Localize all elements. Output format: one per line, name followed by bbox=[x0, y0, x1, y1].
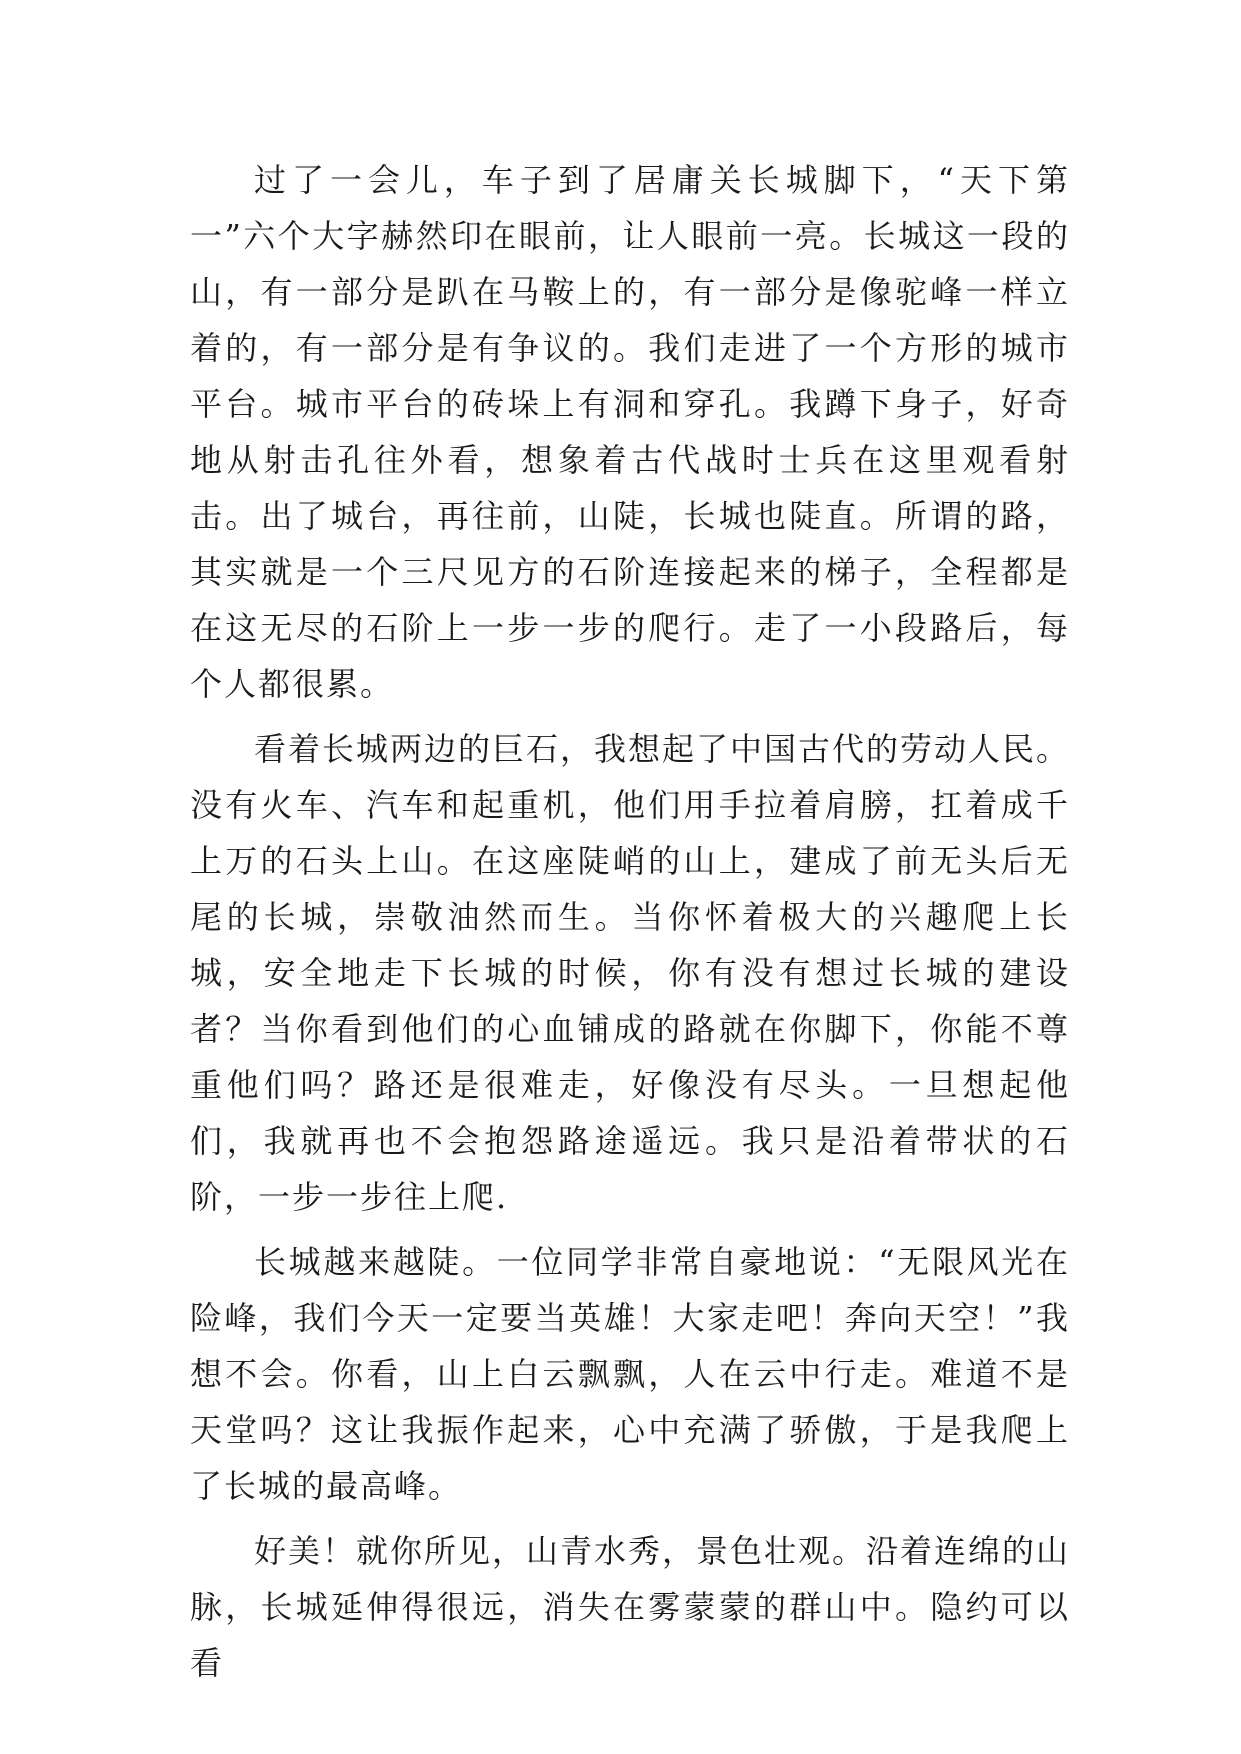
document-body bbox=[190, 152, 1070, 1700]
paragraph-3: 长城越来越陡。一位同学非常自豪地说：“无限风光在险峰，我们今天一定要当英雄！大家走吧！奔向天空！”我想不会。你看，山上白云飘飘，人在云中行走。难道不是天堂吗？这让我振作起来，心中充满了骄傲，于是我爬上了长城的最高峰。 bbox=[190, 1243, 1070, 1505]
paragraph-4: 好美！就你所见，山青水秀，景色壮观。沿着连绵的山脉，长城延伸得很远，消失在雾蒙蒙的群山中。隐约可以看 bbox=[190, 1532, 1071, 1682]
paragraph-2: 看着长城两边的巨石，我想起了中国古代的劳动人民。没有火车、汽车和起重机，他们用手拉着肩膀，扛着成千上万的石头上山。在这座陡峭的山上，建成了前无头后无尾的长城，崇敬油然而生。当你怀着极大的兴趣爬上长城，安全地走下长城的时候，你有没有想过长城的建设者？当你看到他们的心血铺成的路就在你脚下，你能不尊重他们吗？路还是很难走，好像没有尽头。一旦想起他们，我就再也不会抱怨路途遥远。我只是沿着带状的石阶，一步一步往上爬. bbox=[190, 730, 1071, 1216]
paragraph-1: 过了一会儿，车子到了居庸关长城脚下，“天下第一”六个大字赫然印在眼前，让人眼前一亮。长城这一段的山，有一部分是趴在马鞍上的，有一部分是像驼峰一样立着的，有一部分是有争议的。我们走进了一个方形的城市平台。城市平台的砖垛上有洞和穿孔。我蹲下身子，好奇地从射击孔往外看，想象着古代战时士兵在这里观看射击。出了城台，再往前，山陡，长城也陡直。所谓的路，其实就是一个三尺见方的石阶连接起来的梯子，全程都是在这无尽的石阶上一步一步的爬行。走了一小段路后，每个人都很累。 bbox=[190, 161, 1070, 703]
